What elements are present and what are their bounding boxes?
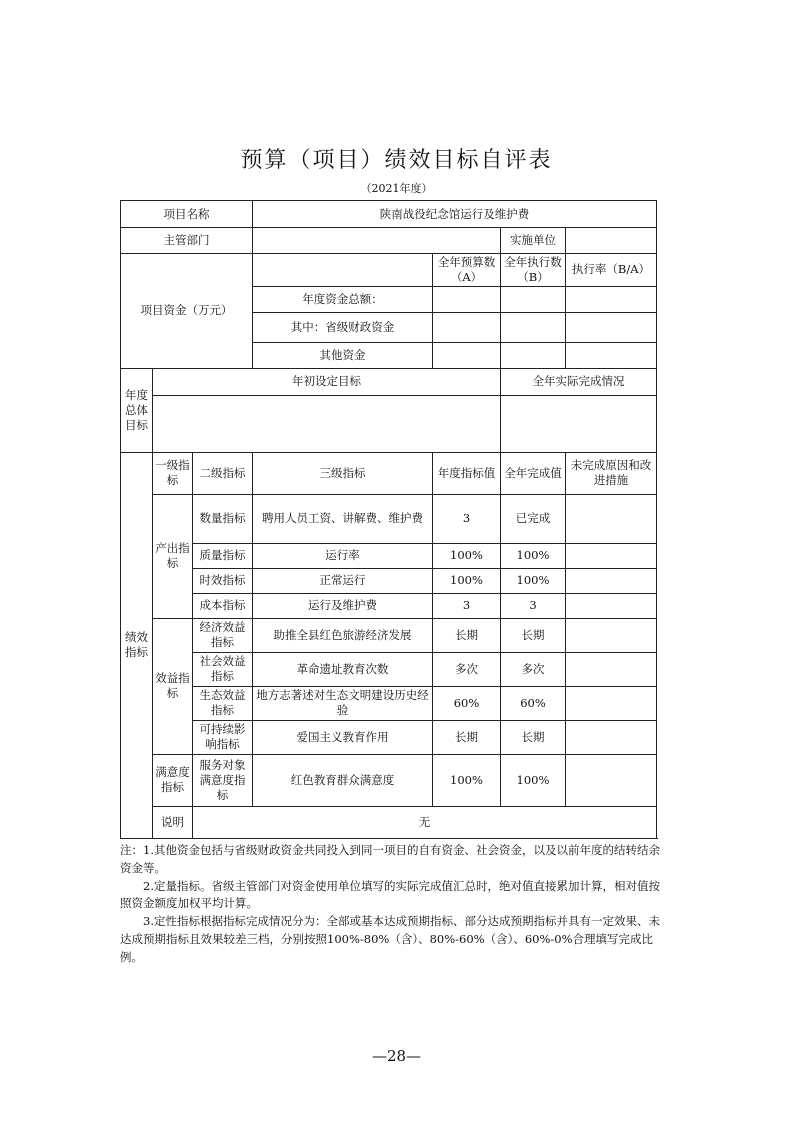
l3-cell: 运行及维护费 — [253, 593, 433, 618]
l2-cell: 成本指标 — [193, 593, 253, 618]
perf-header-l1: 一级指标 — [153, 452, 193, 494]
actual-cell: 100% — [501, 543, 566, 568]
reason-cell — [566, 568, 657, 593]
actual-cell: 长期 — [501, 720, 566, 754]
l2-cell: 时效指标 — [193, 568, 253, 593]
l3-cell: 红色教育群众满意度 — [253, 754, 433, 806]
reason-cell — [566, 543, 657, 568]
l2-cell: 服务对象满意度指标 — [193, 754, 253, 806]
page-title: 预算（项目）绩效目标自评表 — [240, 148, 553, 173]
actual-cell: 100% — [501, 754, 566, 806]
dept-label: 主管部门 — [121, 228, 253, 254]
perf-header-actual: 全年完成值 — [501, 452, 566, 494]
l3-cell: 革命遗址教育次数 — [253, 652, 433, 686]
funds-row-total: 年度资金总额： — [253, 286, 433, 312]
funds-col-rate: 执行率（B/A） — [566, 254, 657, 287]
reason-cell — [566, 720, 657, 754]
funds-col-exec: 全年执行数（B） — [501, 254, 566, 287]
l3-cell: 正常运行 — [253, 568, 433, 593]
l3-cell: 运行率 — [253, 543, 433, 568]
perf-header-l2: 二级指标 — [193, 452, 253, 494]
l1-satisfaction: 满意度指标 — [153, 754, 193, 806]
l3-cell: 助推全县红色旅游经济发展 — [253, 618, 433, 652]
target-cell: 3 — [433, 494, 501, 543]
target-cell: 100% — [433, 543, 501, 568]
impl-value — [566, 228, 657, 254]
l3-cell: 聘用人员工资、讲解费、维护费 — [253, 494, 433, 543]
goal-actual-header: 全年实际完成情况 — [501, 368, 657, 395]
target-cell: 60% — [433, 686, 501, 720]
target-cell: 3 — [433, 593, 501, 618]
reason-cell — [566, 618, 657, 652]
note-value: 无 — [193, 806, 657, 838]
l2-cell: 可持续影响指标 — [193, 720, 253, 754]
perf-header-target: 年度指标值 — [433, 452, 501, 494]
annual-goal-label: 年度总体目标 — [121, 368, 153, 452]
l2-cell: 质量指标 — [193, 543, 253, 568]
l1-output: 产出指标 — [153, 494, 193, 618]
footnote-1: 注：1.其他资金包括与省级财政资金共同投入到同一项目的自有资金、社会资金，以及以前年度的结转结余资金等。 — [120, 843, 660, 875]
l1-benefit: 效益指标 — [153, 618, 193, 754]
l3-cell: 爱国主义教育作用 — [253, 720, 433, 754]
actual-cell: 3 — [501, 593, 566, 618]
reason-cell — [566, 754, 657, 806]
dept-value — [253, 228, 501, 254]
target-cell: 100% — [433, 568, 501, 593]
goal-actual-value — [501, 395, 657, 452]
target-cell: 长期 — [433, 618, 501, 652]
funds-row-other: 其他资金 — [253, 342, 433, 368]
target-cell: 长期 — [433, 720, 501, 754]
footnote-2: 2.定量指标。省级主管部门对资金使用单位填写的实际完成值汇总时，绝对值直接累加计算，相对值按照资金额度加权平均计算。 — [120, 878, 660, 911]
reason-cell — [566, 686, 657, 720]
footnotes — [120, 842, 660, 967]
funds-row-provincial: 其中：省级财政资金 — [253, 312, 433, 342]
note-label: 说明 — [153, 806, 193, 838]
reason-cell — [566, 494, 657, 543]
actual-cell: 100% — [501, 568, 566, 593]
reason-cell — [566, 593, 657, 618]
project-name-value: 陕南战役纪念馆运行及维护费 — [253, 201, 657, 228]
page-number: —28— — [371, 1047, 422, 1065]
l3-cell: 地方志著述对生态文明建设历史经验 — [253, 686, 433, 720]
actual-cell: 已完成 — [501, 494, 566, 543]
perf-header-reason: 未完成原因和改进措施 — [566, 452, 657, 494]
goal-set-value — [153, 395, 501, 452]
l2-cell: 经济效益指标 — [193, 618, 253, 652]
actual-cell: 60% — [501, 686, 566, 720]
target-cell: 100% — [433, 754, 501, 806]
perf-header-l3: 三级指标 — [253, 452, 433, 494]
l2-cell: 数量指标 — [193, 494, 253, 543]
actual-cell: 长期 — [501, 618, 566, 652]
funds-col-budget: 全年预算数（A） — [433, 254, 501, 287]
funds-label: 项目资金（万元） — [121, 254, 253, 369]
footnote-3: 3.定性指标根据指标完成情况分为：全部或基本达成预期指标、部分达成预期指标并具有一定效果、未达成预期指标且效果较差三档，分别按照100%-80%（含）、80%-60%（含）、60%-0%合理填写完成比例。 — [120, 914, 660, 964]
l2-cell: 社会效益指标 — [193, 652, 253, 686]
target-cell: 多次 — [433, 652, 501, 686]
project-name-label: 项目名称 — [121, 201, 253, 228]
page-subtitle: （2021年度） — [360, 182, 433, 195]
l2-cell: 生态效益指标 — [193, 686, 253, 720]
reason-cell — [566, 652, 657, 686]
perf-indicator-label: 绩效指标 — [121, 452, 153, 838]
self-evaluation-table — [120, 200, 657, 839]
impl-label: 实施单位 — [501, 228, 566, 254]
funds-header-blank — [253, 254, 433, 287]
goal-set-header: 年初设定目标 — [153, 368, 501, 395]
actual-cell: 多次 — [501, 652, 566, 686]
